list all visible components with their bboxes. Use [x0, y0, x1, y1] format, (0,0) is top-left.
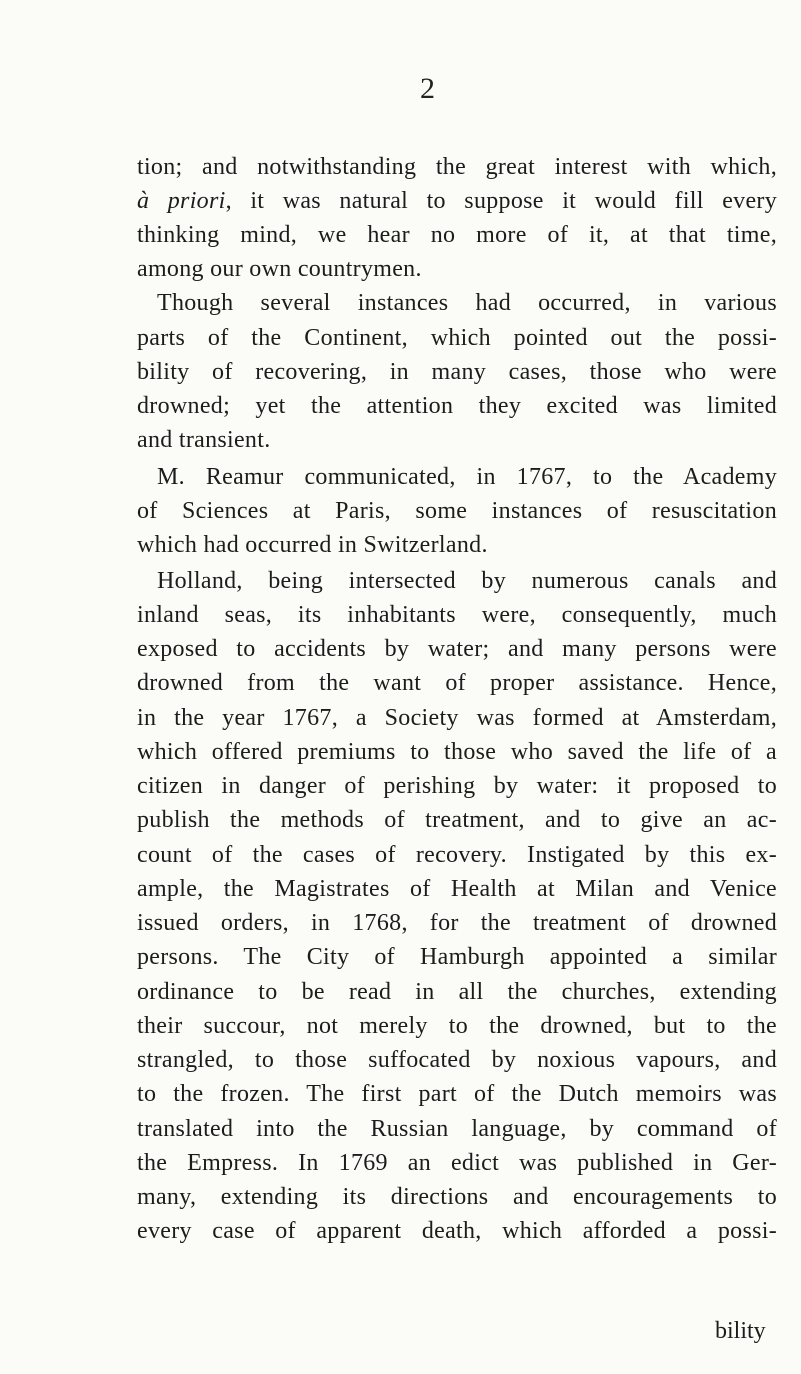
text-line: which offered premiums to those who saved the life of a	[137, 739, 777, 765]
text-line: drowned; yet the attention they excited was limited	[137, 393, 777, 419]
text-line: strangled, to those suffocated by noxious vapours, and	[137, 1047, 777, 1073]
text-line: bility of recovering, in many cases, those who were	[137, 359, 777, 385]
text-line: translated into the Russian language, by command of	[137, 1116, 777, 1142]
text-line: M. Reamur communicated, in 1767, to the Academy	[157, 464, 777, 490]
text-line: every case of apparent death, which afforded a possi-	[137, 1218, 777, 1244]
text-line: the Empress. In 1769 an edict was published in Ger-	[137, 1150, 777, 1176]
text-line: of Sciences at Paris, some instances of resuscitation	[137, 498, 777, 524]
text-line: persons. The City of Hamburgh appointed a similar	[137, 944, 777, 970]
text-line: among our own countrymen.	[137, 256, 422, 282]
text-line: exposed to accidents by water; and many persons were	[137, 636, 777, 662]
text-line: issued orders, in 1768, for the treatment of drowned	[137, 910, 777, 936]
text-line: which had occurred in Switzerland.	[137, 532, 488, 558]
text-line: citizen in danger of perishing by water: it proposed to	[137, 773, 777, 799]
text-line: thinking mind, we hear no more of it, at that time,	[137, 222, 777, 248]
text-line: publish the methods of treatment, and to give an ac-	[137, 807, 777, 833]
text-line: to the frozen. The first part of the Dutch memoirs was	[137, 1081, 777, 1107]
text-line: tion; and notwithstanding the great interest with which,	[137, 154, 777, 180]
text-line: ordinance to be read in all the churches, extending	[137, 979, 777, 1005]
text-line: many, extending its directions and encouragements to	[137, 1184, 777, 1210]
text-line: Holland, being intersected by numerous canals and	[157, 568, 777, 594]
text-line: à priori, it was natural to suppose it would fill every	[137, 188, 777, 214]
text-line: inland seas, its inhabitants were, consequently, much	[137, 602, 777, 628]
text-line: Though several instances had occurred, in various	[157, 290, 777, 316]
text-line: count of the cases of recovery. Instigated by this ex-	[137, 842, 777, 868]
text-line: their succour, not merely to the drowned, but to the	[137, 1013, 777, 1039]
text-line: and transient.	[137, 427, 271, 453]
page-number: 2	[420, 72, 435, 105]
catchword: bility	[715, 1318, 766, 1344]
text-line: drowned from the want of proper assistance. Hence,	[137, 670, 777, 696]
text-line: parts of the Continent, which pointed out the possi-	[137, 325, 777, 351]
latin-phrase: à priori	[137, 188, 226, 214]
text-line: in the year 1767, a Society was formed at Amsterdam,	[137, 705, 777, 731]
text-line: ample, the Magistrates of Health at Milan and Venice	[137, 876, 777, 902]
